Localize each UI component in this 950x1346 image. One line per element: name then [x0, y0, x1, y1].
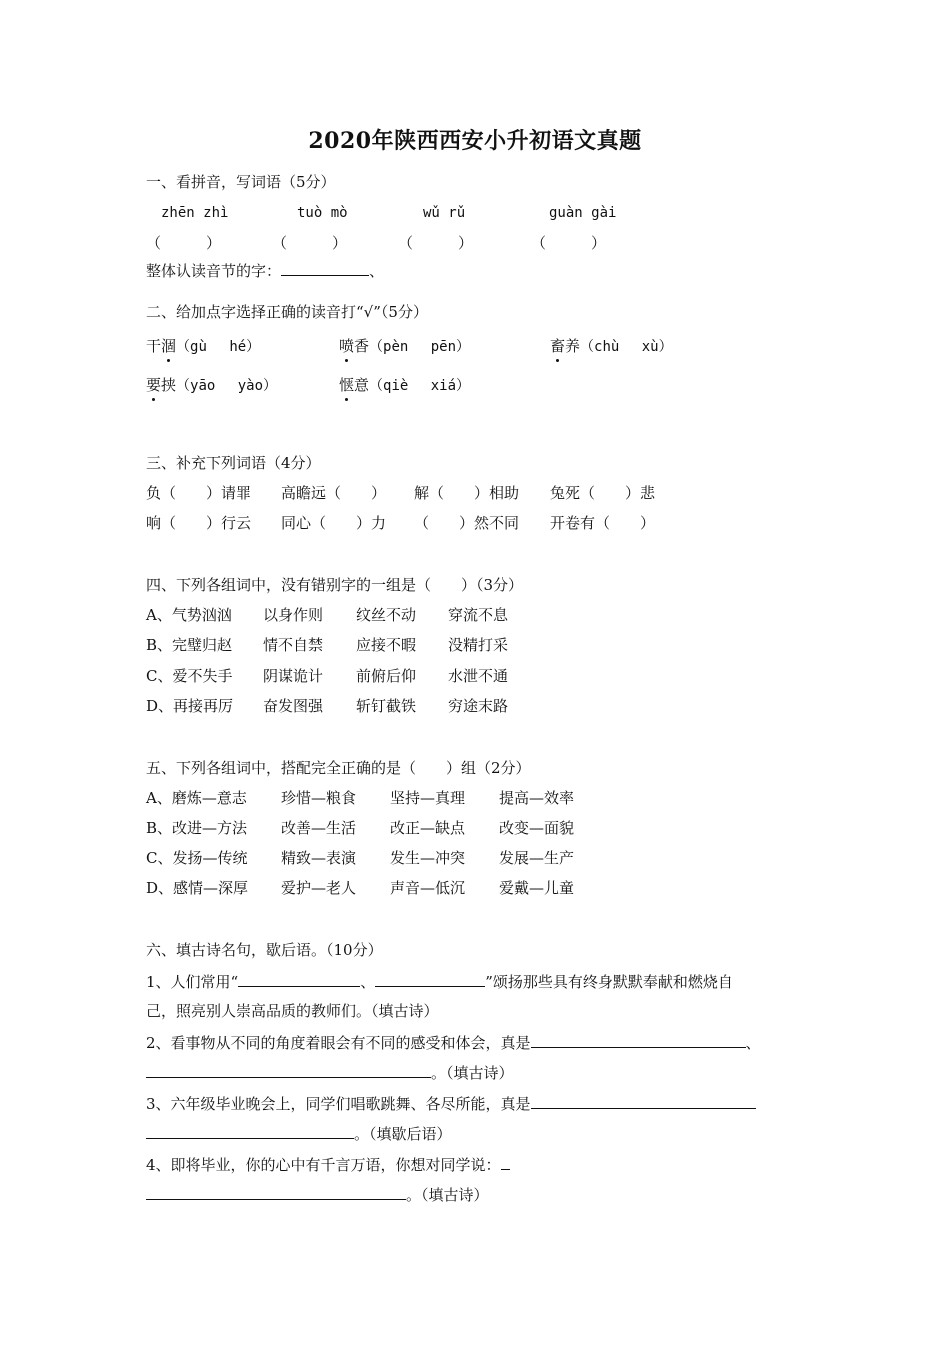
word-pair: 改变—面貌 — [499, 819, 575, 837]
option-d[interactable]: D、感情—深厚 — [146, 879, 249, 897]
word-pair: 爱护—老人 — [281, 879, 357, 897]
reading-options: （yāo yào） — [176, 378, 278, 394]
option-c[interactable]: C、爱不失手 — [146, 667, 233, 685]
dotted-char: 要 — [146, 376, 162, 394]
word: 前俯后仰 — [356, 667, 417, 685]
answer-blank[interactable] — [531, 1032, 746, 1048]
word: 穷途末路 — [448, 697, 509, 715]
section-4-heading: 四、下列各组词中，没有错别字的一组是（ ）（3分） — [146, 576, 524, 594]
option-b[interactable]: B、完璧归赵 — [146, 636, 233, 654]
option-a[interactable]: A、磨炼—意志 — [146, 789, 247, 807]
item-text: 挟 — [161, 376, 177, 394]
question-text: 。（填古诗） — [406, 1186, 489, 1204]
word: 斩钉截铁 — [356, 697, 417, 715]
option-c[interactable]: C、发扬—传统 — [146, 849, 248, 867]
syllable-note — [146, 260, 384, 281]
idiom-fill[interactable]: 负（ ）请罪 — [146, 484, 252, 502]
section-3-heading: 三、补充下列词语（4分） — [146, 454, 321, 472]
dotted-char: 畜 — [550, 337, 566, 355]
answer-blank[interactable] — [375, 971, 485, 987]
idiom-fill[interactable]: 响（ ）行云 — [146, 514, 252, 532]
word-pair: 提高—效率 — [499, 789, 575, 807]
word: 纹丝不动 — [356, 606, 417, 624]
word-pair: 发展—生产 — [499, 849, 575, 867]
answer-bracket-2[interactable]: （ ） — [272, 234, 348, 252]
question-3 — [146, 1093, 756, 1114]
reading-options: （qiè xiá） — [369, 378, 471, 394]
word-pair: 改善—生活 — [281, 819, 357, 837]
question-2 — [146, 1032, 761, 1053]
word-pair: 爱戴—儿童 — [499, 879, 575, 897]
question-text: 、 — [745, 1034, 761, 1052]
question-text: 4、即将毕业，你的心中有千言万语，你想对同学说： — [146, 1156, 501, 1174]
word: 没精打采 — [448, 636, 509, 654]
word: 奋发图强 — [263, 697, 324, 715]
pinyin-1: zhēn zhì — [161, 205, 229, 221]
answer-bracket-1[interactable]: （ ） — [146, 234, 222, 252]
item-text: 养 — [565, 337, 581, 355]
option-d[interactable]: D、再接再厉 — [146, 697, 234, 715]
word: 情不自禁 — [263, 636, 324, 654]
idiom-fill[interactable]: 兔死（ ）悲 — [550, 484, 656, 502]
answer-blank[interactable] — [531, 1093, 756, 1109]
word-pair: 精致—表演 — [281, 849, 357, 867]
syllable-note-suffix: 、 — [369, 262, 385, 280]
answer-blank[interactable] — [501, 1154, 510, 1170]
word-pair: 坚持—真理 — [390, 789, 466, 807]
word: 以身作则 — [263, 606, 324, 624]
question-text: 、 — [360, 973, 376, 991]
question-text: 3、六年级毕业晚会上，同学们唱歌跳舞、各尽所能，真是 — [146, 1095, 531, 1113]
word-pair: 珍惜—粮食 — [281, 789, 357, 807]
idiom-fill[interactable]: 高瞻远（ ） — [281, 484, 387, 502]
word: 穿流不息 — [448, 606, 509, 624]
dotted-char: 涸 — [161, 337, 177, 355]
question-1 — [146, 971, 733, 992]
reading-options: （chù xù） — [580, 339, 673, 355]
question-text: 1、人们常用“ — [146, 973, 239, 991]
item-text: 干 — [146, 337, 162, 355]
idiom-fill[interactable]: （ ）然不同 — [414, 514, 520, 532]
pinyin-4: guàn gài — [549, 205, 617, 221]
option-b[interactable]: B、改进—方法 — [146, 819, 248, 837]
item-text: 意 — [354, 376, 370, 394]
item-text: 香 — [354, 337, 370, 355]
question-4 — [146, 1154, 510, 1175]
answer-blank[interactable] — [146, 1184, 406, 1200]
reading-item-5[interactable] — [339, 375, 470, 396]
reading-item-3[interactable] — [550, 336, 673, 357]
word: 阴谋诡计 — [263, 667, 324, 685]
section-5-heading: 五、下列各组词中，搭配完全正确的是（ ）组（2分） — [146, 759, 531, 777]
idiom-fill[interactable]: 开卷有（ ） — [550, 514, 656, 532]
syllable-blank[interactable] — [281, 260, 369, 276]
option-a[interactable]: A、气势汹汹 — [146, 606, 232, 624]
question-4-cont — [146, 1184, 489, 1205]
question-text: 。（填歇后语） — [354, 1125, 452, 1143]
reading-item-4[interactable] — [146, 375, 277, 396]
reading-options: （pèn pēn） — [369, 339, 471, 355]
question-text: 。（填古诗） — [431, 1064, 514, 1082]
syllable-note-prefix: 整体认读音节的字： — [146, 262, 282, 280]
idiom-fill[interactable]: 同心（ ）力 — [281, 514, 387, 532]
question-text: ”颂扬那些具有终身默默奉献和燃烧自 — [485, 973, 733, 991]
answer-bracket-4[interactable]: （ ） — [531, 234, 607, 252]
word: 水泄不通 — [448, 667, 509, 685]
pinyin-3: wǔ rǔ — [423, 205, 466, 221]
answer-blank[interactable] — [146, 1123, 354, 1139]
word-pair: 发生—冲突 — [390, 849, 466, 867]
section-6-heading: 六、填古诗名句，歇后语。（10分） — [146, 941, 383, 959]
answer-bracket-3[interactable]: （ ） — [398, 234, 474, 252]
section-1-heading: 一、看拼音，写词语（5分） — [146, 173, 336, 191]
dotted-char: 惬 — [339, 376, 355, 394]
reading-options: （gù hé） — [176, 339, 261, 355]
answer-blank[interactable] — [238, 971, 360, 987]
question-1-cont: 己，照亮别人崇高品质的教师们。（填古诗） — [146, 1002, 439, 1020]
question-2-cont — [146, 1062, 514, 1083]
question-3-cont — [146, 1123, 452, 1144]
word-pair: 改正—缺点 — [390, 819, 466, 837]
answer-blank[interactable] — [146, 1062, 431, 1078]
pinyin-2: tuò mò — [297, 205, 348, 221]
dotted-char: 喷 — [339, 337, 355, 355]
word-pair: 声音—低沉 — [390, 879, 466, 897]
reading-item-2[interactable] — [339, 336, 470, 357]
word: 应接不暇 — [356, 636, 417, 654]
question-text: 2、看事物从不同的角度着眼会有不同的感受和体会，真是 — [146, 1034, 531, 1052]
reading-item-1[interactable] — [146, 336, 260, 357]
section-2-heading: 二、给加点字选择正确的读音打“√”（5分） — [146, 303, 428, 321]
idiom-fill[interactable]: 解（ ）相助 — [414, 484, 520, 502]
page-title: 2020年陕西西安小升初语文真题 — [308, 128, 642, 154]
